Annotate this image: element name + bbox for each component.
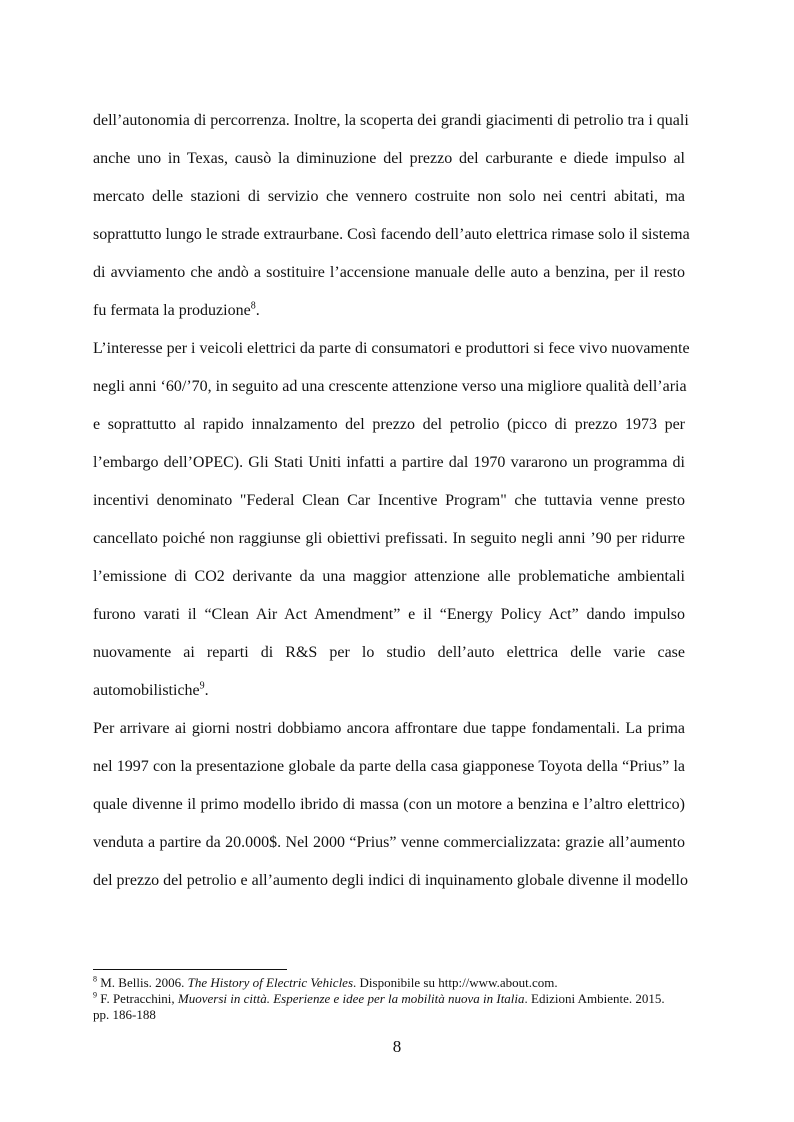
footnote-9-author: F. Petracchini,: [97, 991, 178, 1006]
body-line-5: di avviamento che andò a sostituire l’accensione manuale delle auto a benzina, per il resto: [93, 264, 685, 281]
footnote-9: [93, 991, 693, 1007]
footnote-8-rest: . Disponibile su http://www.about.com.: [353, 975, 558, 990]
sentence-period: .: [204, 682, 209, 699]
body-line-16-text: automobilistiche: [93, 682, 200, 699]
body-line-11: incentivi denominato "Federal Clean Car Incentive Program" che tuttavia venne presto: [93, 492, 685, 509]
body-line-1: dell’autonomia di percorrenza. Inoltre, la scoperta dei grandi giacimenti di petrolio tra i quali: [93, 112, 689, 129]
body-line-21: del prezzo del petrolio e all’aumento degli indici di inquinamento globale divenne il modello: [93, 872, 688, 889]
footnote-9-rest: . Edizioni Ambiente. 2015.: [524, 991, 665, 1006]
body-line-20: venduta a partire da 20.000$. Nel 2000 “Prius” venne commercializzata: grazie all’aumento: [93, 834, 685, 851]
body-line-6: [93, 299, 685, 337]
footnote-8: [93, 975, 693, 991]
body-line-4: soprattutto lungo le strade extraurbane. Così facendo dell’auto elettrica rimase solo il sistema: [93, 226, 690, 243]
body-text: [93, 109, 690, 907]
body-line-9: e soprattutto al rapido innalzamento del prezzo del petrolio (picco di prezzo 1973 per: [93, 416, 685, 433]
body-line-8: negli anni ‘60/’70, in seguito ad una crescente attenzione verso una migliore qualità dell’aria: [93, 378, 687, 395]
footnote-divider: [93, 969, 287, 970]
footnote-8-title: The History of Electric Vehicles: [187, 975, 354, 990]
page-number: 8: [392, 1037, 402, 1056]
footnote-marker-9: 9: [93, 990, 97, 1000]
footnote-9-pages: pp. 186-188: [93, 1007, 156, 1022]
body-line-13: l’emissione di CO2 derivante da una maggior attenzione alle problematiche ambientali: [93, 568, 685, 585]
footnote-9-title: Muoversi in città. Esperienze e idee per la mobilità nuova in Italia: [177, 991, 525, 1006]
body-line-17: Per arrivare ai giorni nostri dobbiamo ancora affrontare due tappe fondamentali. La prima: [93, 720, 685, 737]
footnotes: [93, 975, 693, 1023]
body-line-19: quale divenne il primo modello ibrido di massa (con un motore a benzina e l’altro elettrico): [93, 796, 685, 813]
body-line-7: L’interesse per i veicoli elettrici da parte di consumatori e produttori si fece vivo nuovamente: [93, 340, 690, 357]
sentence-period: .: [255, 302, 260, 319]
body-line-3: mercato delle stazioni di servizio che vennero costruite non solo nei centri abitati, ma: [93, 188, 685, 205]
body-line-2: anche uno in Texas, causò la diminuzione del prezzo del carburante e diede impulso al: [93, 150, 685, 167]
footnote-8-author: M. Bellis. 2006.: [97, 975, 188, 990]
body-line-18: nel 1997 con la presentazione globale da parte della casa giapponese Toyota della “Prius” la: [93, 758, 685, 775]
footnote-marker-8: 8: [93, 974, 97, 984]
footnote-ref-8: 8: [250, 300, 256, 312]
body-line-12: cancellato poiché non raggiunse gli obiettivi prefissati. In seguito negli anni ’90 per ridurre: [93, 530, 685, 547]
footnote-ref-9: 9: [199, 680, 205, 692]
body-line-14: furono varati il “Clean Air Act Amendment” e il “Energy Policy Act” dando impulso: [93, 606, 685, 623]
body-line-15: nuovamente ai reparti di R&S per lo studio dell’auto elettrica delle varie case: [93, 644, 685, 661]
body-line-6-text: fu fermata la produzione: [93, 302, 251, 319]
body-line-16: [93, 679, 685, 717]
body-line-10: l’embargo dell’OPEC). Gli Stati Uniti infatti a partire dal 1970 vararono un programma di: [93, 454, 685, 471]
